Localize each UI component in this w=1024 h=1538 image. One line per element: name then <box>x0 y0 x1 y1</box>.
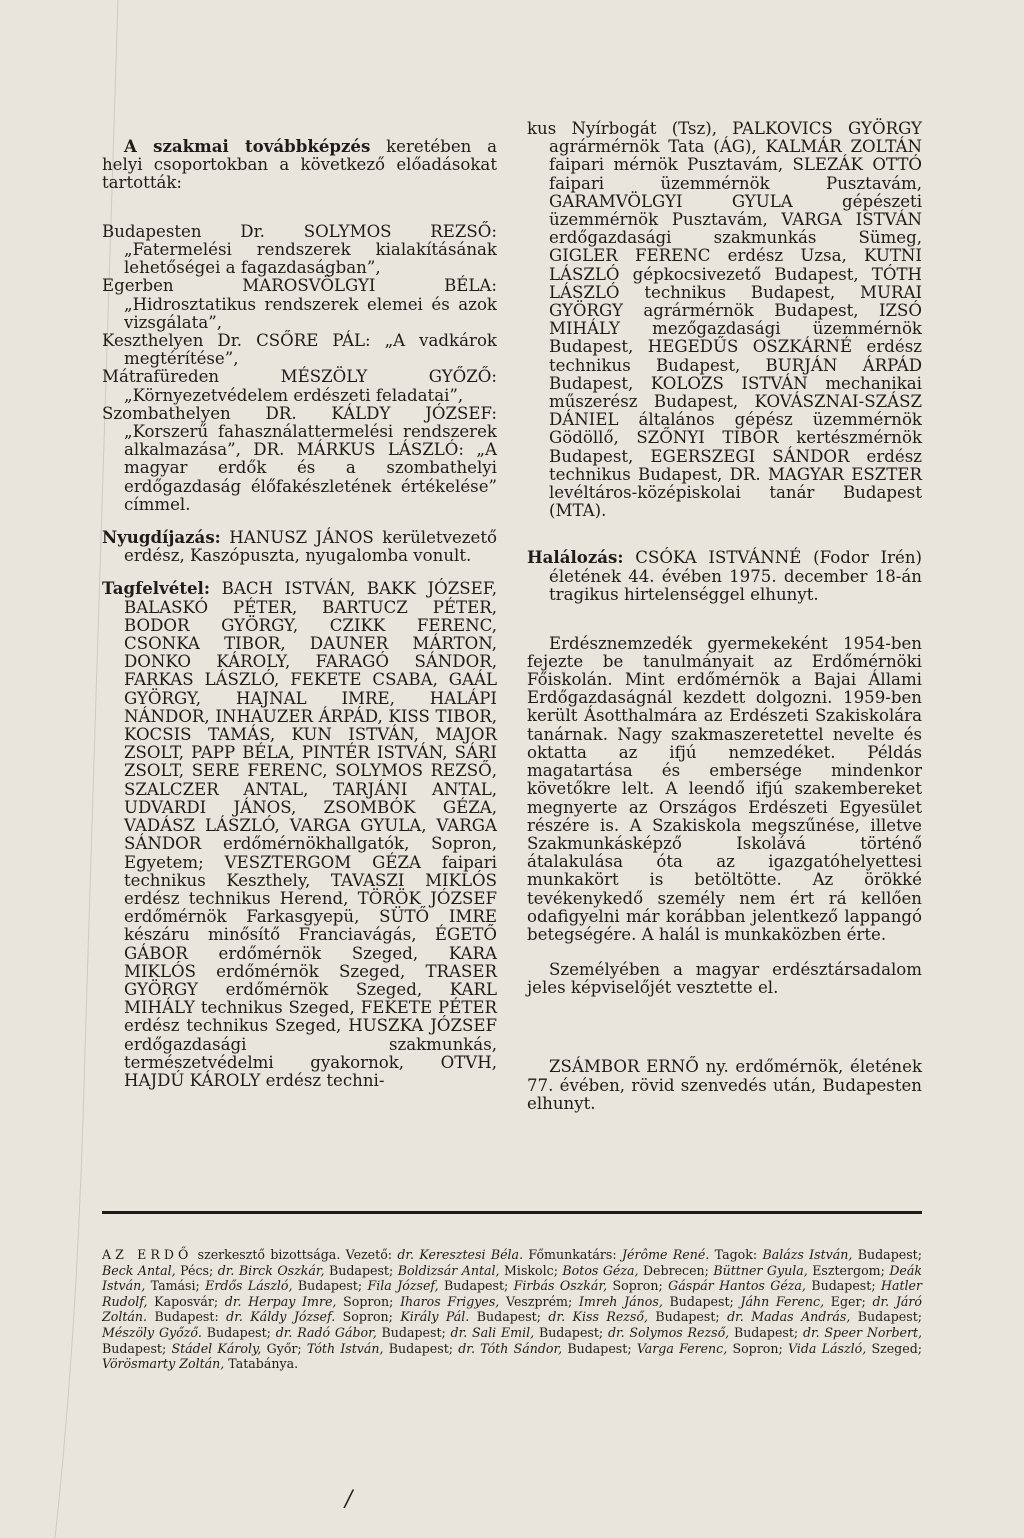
imprint-name: dr. Solymos Rezső, <box>607 1324 730 1340</box>
imprint-text: Pécs; <box>175 1262 218 1278</box>
membership-paragraph <box>102 579 497 1090</box>
imprint-text: Budapest; <box>324 1262 398 1278</box>
imprint-name: dr. Birck Oszkár, <box>217 1262 325 1278</box>
lecture-szombathely: Szombathelyen DR. KÁLDY JÓZSEF: „Korszerű fahasználattermelési rendszerek alkalmazása”, DR. MÁRKUS LÁSZLÓ: „A magyar erdők és a szombathelyi erdőgazdaság élőfakészletének értékelése” címmel. <box>102 403 497 514</box>
imprint-name: Botos Géza, <box>562 1262 639 1278</box>
imprint-text: Tatabánya. <box>224 1356 299 1372</box>
imprint-text: Budapest; <box>534 1324 608 1340</box>
imprint-text: Tamási; <box>145 1278 206 1294</box>
imprint-name: Erdős László, <box>205 1278 293 1294</box>
imprint-name: Jáhn Ferenc, <box>740 1293 825 1309</box>
imprint-name: Büttner Gyula, <box>713 1262 808 1278</box>
imprint-text: Budapest; <box>292 1278 368 1294</box>
pencil-mark: / <box>345 1487 353 1512</box>
imprint-text: Eger; <box>824 1293 873 1309</box>
imprint-name: dr. Tóth Sándor, <box>458 1340 563 1356</box>
imprint-text: Veszprém; <box>499 1293 579 1309</box>
section-rule <box>102 1211 922 1214</box>
death-lead: Halálozás: <box>527 547 624 568</box>
imprint-text: Győr; <box>261 1340 307 1356</box>
obituary-paragraph: Erdésznemzedék gyermekeként 1954-ben fejezte be tanulmányait az Erdőmérnöki Főiskolán. Mint erdőmérnök a Bajai Állami Erdőgazdaságnál kezdett dolgozni. 1959-ben került Ásotthalmára az Erdészeti Szakiskolára tanárnak. Nagy szakmaszeretettel nevelte és oktatta az ifjú nemzedéket. Példás magatartása és embersége mindenkor követőkre lelt. A leendő ifjú szakembereket megnyerte az Országos Erdészeti Egyesület részére is. A Szakiskola megszűnése, illetve Szakmunkásképző Iskolává történő átalakulása óta az igazgatóhelyettesi munkakört is betöltötte. Az örökké tevékenykedő személy nem ért rá kellően odafigyelni már korábban jelentkező lappangó betegségére. A halál is munkaközben érte. <box>527 633 922 944</box>
imprint-text: Budapest; <box>438 1278 514 1294</box>
editorial-board-imprint <box>102 1247 922 1372</box>
death-text: CSÓKA ISTVÁNNÉ (Fodor Irén) életének 44. évében 1975. december 18-án tragikus hirtelenséggel elhunyt. <box>549 548 922 604</box>
imprint-text: Budapest; <box>850 1309 922 1325</box>
imprint-text: Budapest; <box>102 1340 172 1356</box>
retirement-paragraph <box>102 528 497 565</box>
training-lead: A szakmai továbbképzés <box>124 135 371 156</box>
imprint-text: Debrecen; <box>638 1262 714 1278</box>
lecture-keszthely: Keszthelyen Dr. CSŐRE PÁL: „A vadkárok megtérítése”, <box>102 331 497 369</box>
second-obituary: ZSÁMBOR ERNŐ ny. erdőmérnök, életének 77. évében, rövid szenvedés után, Budapesten elhunyt. <box>527 1057 922 1113</box>
imprint-text: Budapest; <box>805 1278 881 1294</box>
imprint-text: szerkesztő bizottsága. Vezető: <box>192 1247 398 1262</box>
imprint-name: dr. Radó Gábor, <box>275 1324 377 1340</box>
imprint-text: Budapest; <box>201 1324 276 1340</box>
imprint-name: Deák István, <box>102 1262 923 1294</box>
imprint-name: Stádel Károly, <box>171 1340 262 1356</box>
imprint-name: dr. Herpay Imre, <box>224 1293 337 1309</box>
retirement-text: HANUSZ JÁNOS kerületvezető erdész, Kaszópuszta, nyugalomba vonult. <box>124 528 497 566</box>
training-text: keretében a helyi csoportokban a következő előadásokat tartották: <box>102 136 497 192</box>
imprint-name: Jérôme René. <box>621 1247 710 1262</box>
imprint-text: Sopron; <box>607 1278 669 1294</box>
imprint-text: Tagok: <box>709 1247 763 1262</box>
imprint-name: Beck Antal, <box>102 1262 176 1278</box>
imprint-text: Miskolc; <box>499 1262 563 1278</box>
imprint-name: Vörösmarty Zoltán, <box>102 1356 225 1372</box>
imprint-text: Sopron; <box>727 1340 788 1356</box>
lecture-eger: Egerben MAROSVÖLGYI BÉLA: „Hidrosztatikus rendszerek elemei és azok vizsgálata”, <box>102 276 497 332</box>
membership-lead: Tagfelvétel: <box>102 578 210 599</box>
imprint-name: dr. Járó Zoltán. <box>102 1293 923 1325</box>
imprint-name: Varga Ferenc, <box>636 1340 728 1356</box>
imprint-text: Sopron; <box>336 1293 401 1309</box>
imprint-text: Főmunkatárs: <box>523 1247 622 1262</box>
imprint-text: Budapest; <box>729 1324 803 1340</box>
imprint-text: Budapest; <box>383 1340 459 1356</box>
membership-text: BACH ISTVÁN, BAKK JÓZSEF, BALASKÓ PÉTER, BARTUCZ PÉTER, BODOR GYÖRGY, CZIKK FERENC, CSONKA TIBOR, DAUNER MÁRTON, DONKO KÁROLY, FARAGÓ SÁNDOR, FARKAS LÁSZLÓ, FEKETE CSABA, GAÁL GYÖRGY, HAJNAL IMRE, HALÁPI NÁNDOR, INHAUZER ÁRPÁD, KISS TIBOR, KOCSIS TAMÁS, KUN ISTVÁN, MAJOR ZSOLT, PAPP BÉLA, PINTÉR ISTVÁN, SÁRI ZSOLT, SERE FERENC, SOLYMOS REZSŐ, SZALCZER ANTAL, TARJÁNI ANTAL, UDVARDI JÁNOS, ZSOMBÓK GÉZA, VADÁSZ LÁSZLÓ, VARGA GYULA, VARGA SÁNDOR erdőmérnökhallgatók, Sopron, Egyetem; VESZTERGOM GÉZA faipari technikus Keszthely, TAVASZI MIKLÓS erdész technikus Herend, TÖRÖK JÓZSEF erdőmérnök Farkasgyepü, SÜTŐ IMRE készáru minősítő Franciavágás, ÉGETŐ GÁBOR erdőmérnök Szeged, KARA MIKLÓS erdőmérnök Szeged, TRASER GYÖRGY erdőmérnök Szeged, KARL MIHÁLY technikus Szeged, FEKETE PÉTER erdész technikus Szeged, HUSZKA JÓZSEF erdőgazdasági szakmunkás, természetvédelmi gyakornok, OTVH, HAJDÚ KÁROLY erdész techni- <box>124 579 497 1090</box>
imprint-name: Imreh János, <box>578 1293 663 1309</box>
imprint-text: Kaposvár; <box>147 1293 225 1309</box>
imprint-name: Gáspár Hantos Géza, <box>668 1278 806 1294</box>
membership-continued: kus Nyírbogát (Tsz), PALKOVICS GYÖRGY agrármérnök Tata (ÁG), KALMÁR ZOLTÁN faipari mérnök Pusztavám, SLEZÁK OTTÓ faipari üzemmérnök Pusztavám, GARAMVÖLGYI GYULA gépészeti üzemmérnök Pusztavám, VARGA ISTVÁN erdőgazdasági szakmunkás Sümeg, GIGLER FERENC erdész Uzsa, KUTNI LÁSZLÓ gépkocsivezető Budapest, TÓTH LÁSZLÓ technikus Budapest, MURAI GYÖRGY agrármérnök Budapest, IZSÓ MIHÁLY mezőgazdasági üzemmérnök Budapest, HEGEDŰS OSZKÁRNÉ erdész technikus Budapest, BURJÁN ÁRPÁD Budapest, KOLOZS ISTVÁN mechanikai műszerész Budapest, KOVÁSZNAI-SZÁSZ DÁNIEL általános gépész üzemmérnök Gödöllő, SZŐNYI TIBOR kertészmérnök Budapest, EGERSZEGI SÁNDOR erdész technikus Budapest, DR. MAGYAR ESZTER levéltáros-középiskolai tanár Budapest (MTA). <box>527 119 922 521</box>
retirement-lead: Nyugdíjazás: <box>102 527 221 548</box>
death-paragraph <box>527 548 922 604</box>
imprint-text: Budapest; <box>662 1293 741 1309</box>
imprint-text: Budapest; <box>647 1309 728 1325</box>
imprint-name: Balázs István, <box>762 1247 853 1262</box>
imprint-text: Budapest; <box>852 1247 922 1262</box>
imprint-text: Budapest; <box>469 1309 549 1325</box>
imprint-text: Budapest; <box>562 1340 637 1356</box>
imprint-name: Hatler Rudolf, <box>102 1278 923 1309</box>
training-paragraph <box>102 137 497 193</box>
lecture-budapest: Budapesten Dr. SOLYMOS REZSŐ: „Fatermelési rendszerek kialakításának lehetőségei a fagazdaságban”, <box>102 221 497 278</box>
imprint-name: Mészöly Győző. <box>102 1324 202 1340</box>
journal-name: AZ ERDŐ <box>102 1247 193 1262</box>
imprint-text: Szeged; <box>866 1340 923 1356</box>
left-column <box>102 120 497 1090</box>
imprint-name: Király Pál. <box>400 1309 470 1325</box>
imprint-name: dr. Sali Emil, <box>450 1324 535 1340</box>
imprint-name: Fila József, <box>367 1278 439 1294</box>
imprint-name: dr. Kiss Rezső, <box>548 1309 648 1325</box>
imprint-name: Boldizsár Antal, <box>397 1262 500 1278</box>
imprint-text: Budapest: <box>147 1309 227 1325</box>
imprint-name: dr. Madas András, <box>727 1309 851 1325</box>
lecture-matrafured: Mátrafüreden MÉSZÖLY GYŐZŐ: „Környezetvédelem erdészeti feladatai”, <box>102 367 497 405</box>
imprint-name: Tóth István, <box>306 1340 384 1356</box>
imprint-name: dr. Speer Norbert, <box>802 1324 923 1340</box>
imprint-name: dr. Káldy József. <box>226 1309 336 1325</box>
imprint-text: Esztergom; <box>807 1262 890 1278</box>
imprint-name: Firbás Oszkár, <box>513 1278 608 1294</box>
right-column <box>527 120 922 1130</box>
imprint-name: dr. Keresztesi Béla. <box>397 1247 524 1262</box>
obituary-closing: Személyében a magyar erdésztársadalom jeles képviselőjét vesztette el. <box>527 959 922 997</box>
imprint-text: Sopron; <box>335 1309 401 1325</box>
imprint-name: Iharos Frigyes, <box>400 1293 500 1309</box>
imprint-name: Vida László, <box>787 1340 867 1356</box>
imprint-text: Budapest; <box>376 1324 451 1340</box>
